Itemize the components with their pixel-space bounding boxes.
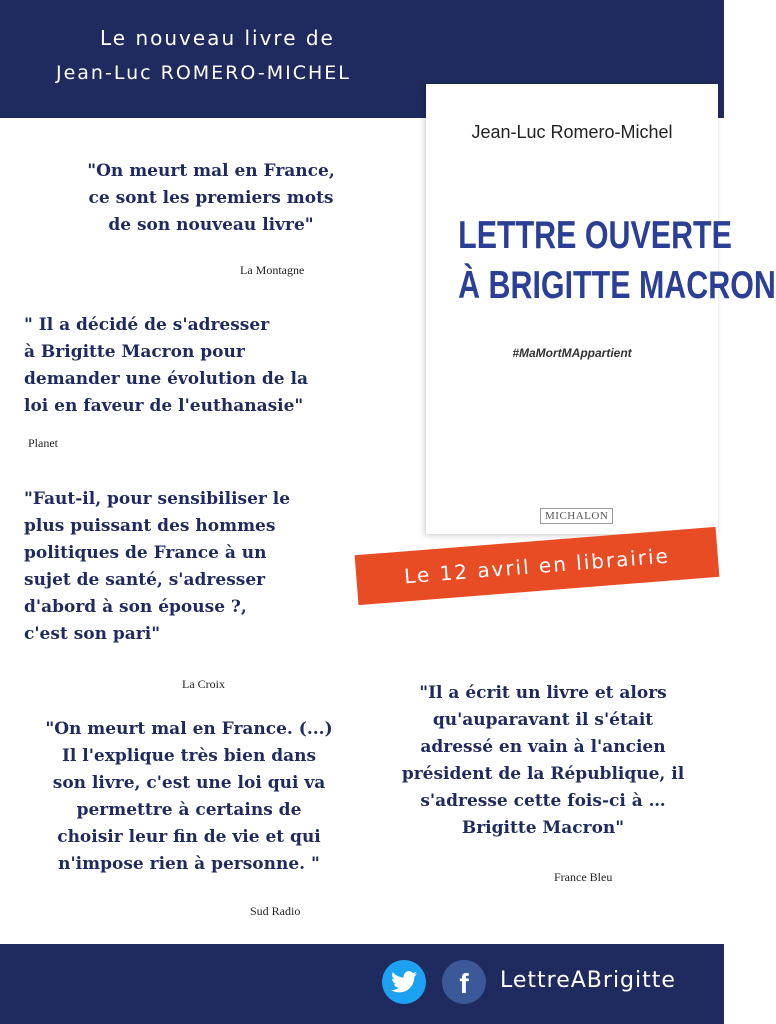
quote-line: ce sont les premiers mots [88,188,334,208]
quote-line: demander une évolution de la [24,369,308,389]
quote-line: choisir leur fin de vie et qui [57,827,321,847]
quote-source: La Croix [182,677,225,691]
quote-line: "On meurt mal en France. (...) [45,719,333,739]
quote-la-montagne [56,158,366,239]
quote-sud-radio [16,716,362,878]
book-publisher-logo: MICHALON [540,508,613,524]
quote-line: à Brigitte Macron pour [24,342,245,362]
quote-line: Brigitte Macron" [461,818,625,838]
quote-line: c'est son pari" [24,624,161,644]
quote-line: son livre, c'est une loi qui va [52,773,326,793]
book-title-line-2: À BRIGITTE MACRON [458,264,776,307]
quote-line: " Il a décidé de s'adresser [24,315,270,335]
quote-line: d'abord à son épouse ?, [24,597,247,617]
header-line-2: Jean-Luc ROMERO-MICHEL [56,62,351,84]
quote-line: Il l'explique très bien dans [61,746,317,766]
social-handle[interactable]: LettreABrigitte [500,968,676,993]
facebook-f-glyph: f [459,968,469,999]
quote-source: Sud Radio [250,904,301,918]
twitter-icon[interactable] [382,960,426,1004]
quote-line: n'impose rien à personne. " [58,854,320,874]
quote-line: loi en faveur de l'euthanasie" [24,396,304,416]
quote-line: qu'auparavant il s'était [432,710,654,730]
quote-planet [24,312,308,420]
quote-line: s'adresse cette fois-ci à … [420,791,666,811]
quote-france-bleu [370,680,716,842]
book-hashtag: #MaMortMAppartient [512,346,632,360]
quote-source: France Bleu [554,870,613,884]
facebook-icon[interactable] [442,960,486,1004]
header-line-1: Le nouveau livre de [100,26,335,50]
quote-line: politiques de France à un [24,543,267,563]
book-cover [426,84,776,534]
quote-line: "Faut-il, pour sensibiliser le [24,489,291,509]
quote-la-croix [24,486,290,648]
quote-line: plus puissant des hommes [24,516,276,536]
quote-line: permettre à certains de [76,800,302,820]
book-title-line-1: LETTRE OUVERTE [458,214,732,257]
quote-line: sujet de santé, s'adresser [24,570,266,590]
twitter-bird-glyph [391,971,417,993]
quote-source: La Montagne [240,263,305,277]
book-author: Jean-Luc Romero-Michel [471,122,673,142]
quote-line: adressé en vain à l'ancien [420,737,666,757]
quote-line: président de la République, il [401,764,685,784]
quote-line: de son nouveau livre" [108,215,314,235]
quote-source: Planet [28,436,58,450]
quote-line: "Il a écrit un livre et alors [419,683,667,703]
release-date-banner: Le 12 avril en librairie [355,527,720,605]
quote-line: "On meurt mal en France, [87,161,335,181]
